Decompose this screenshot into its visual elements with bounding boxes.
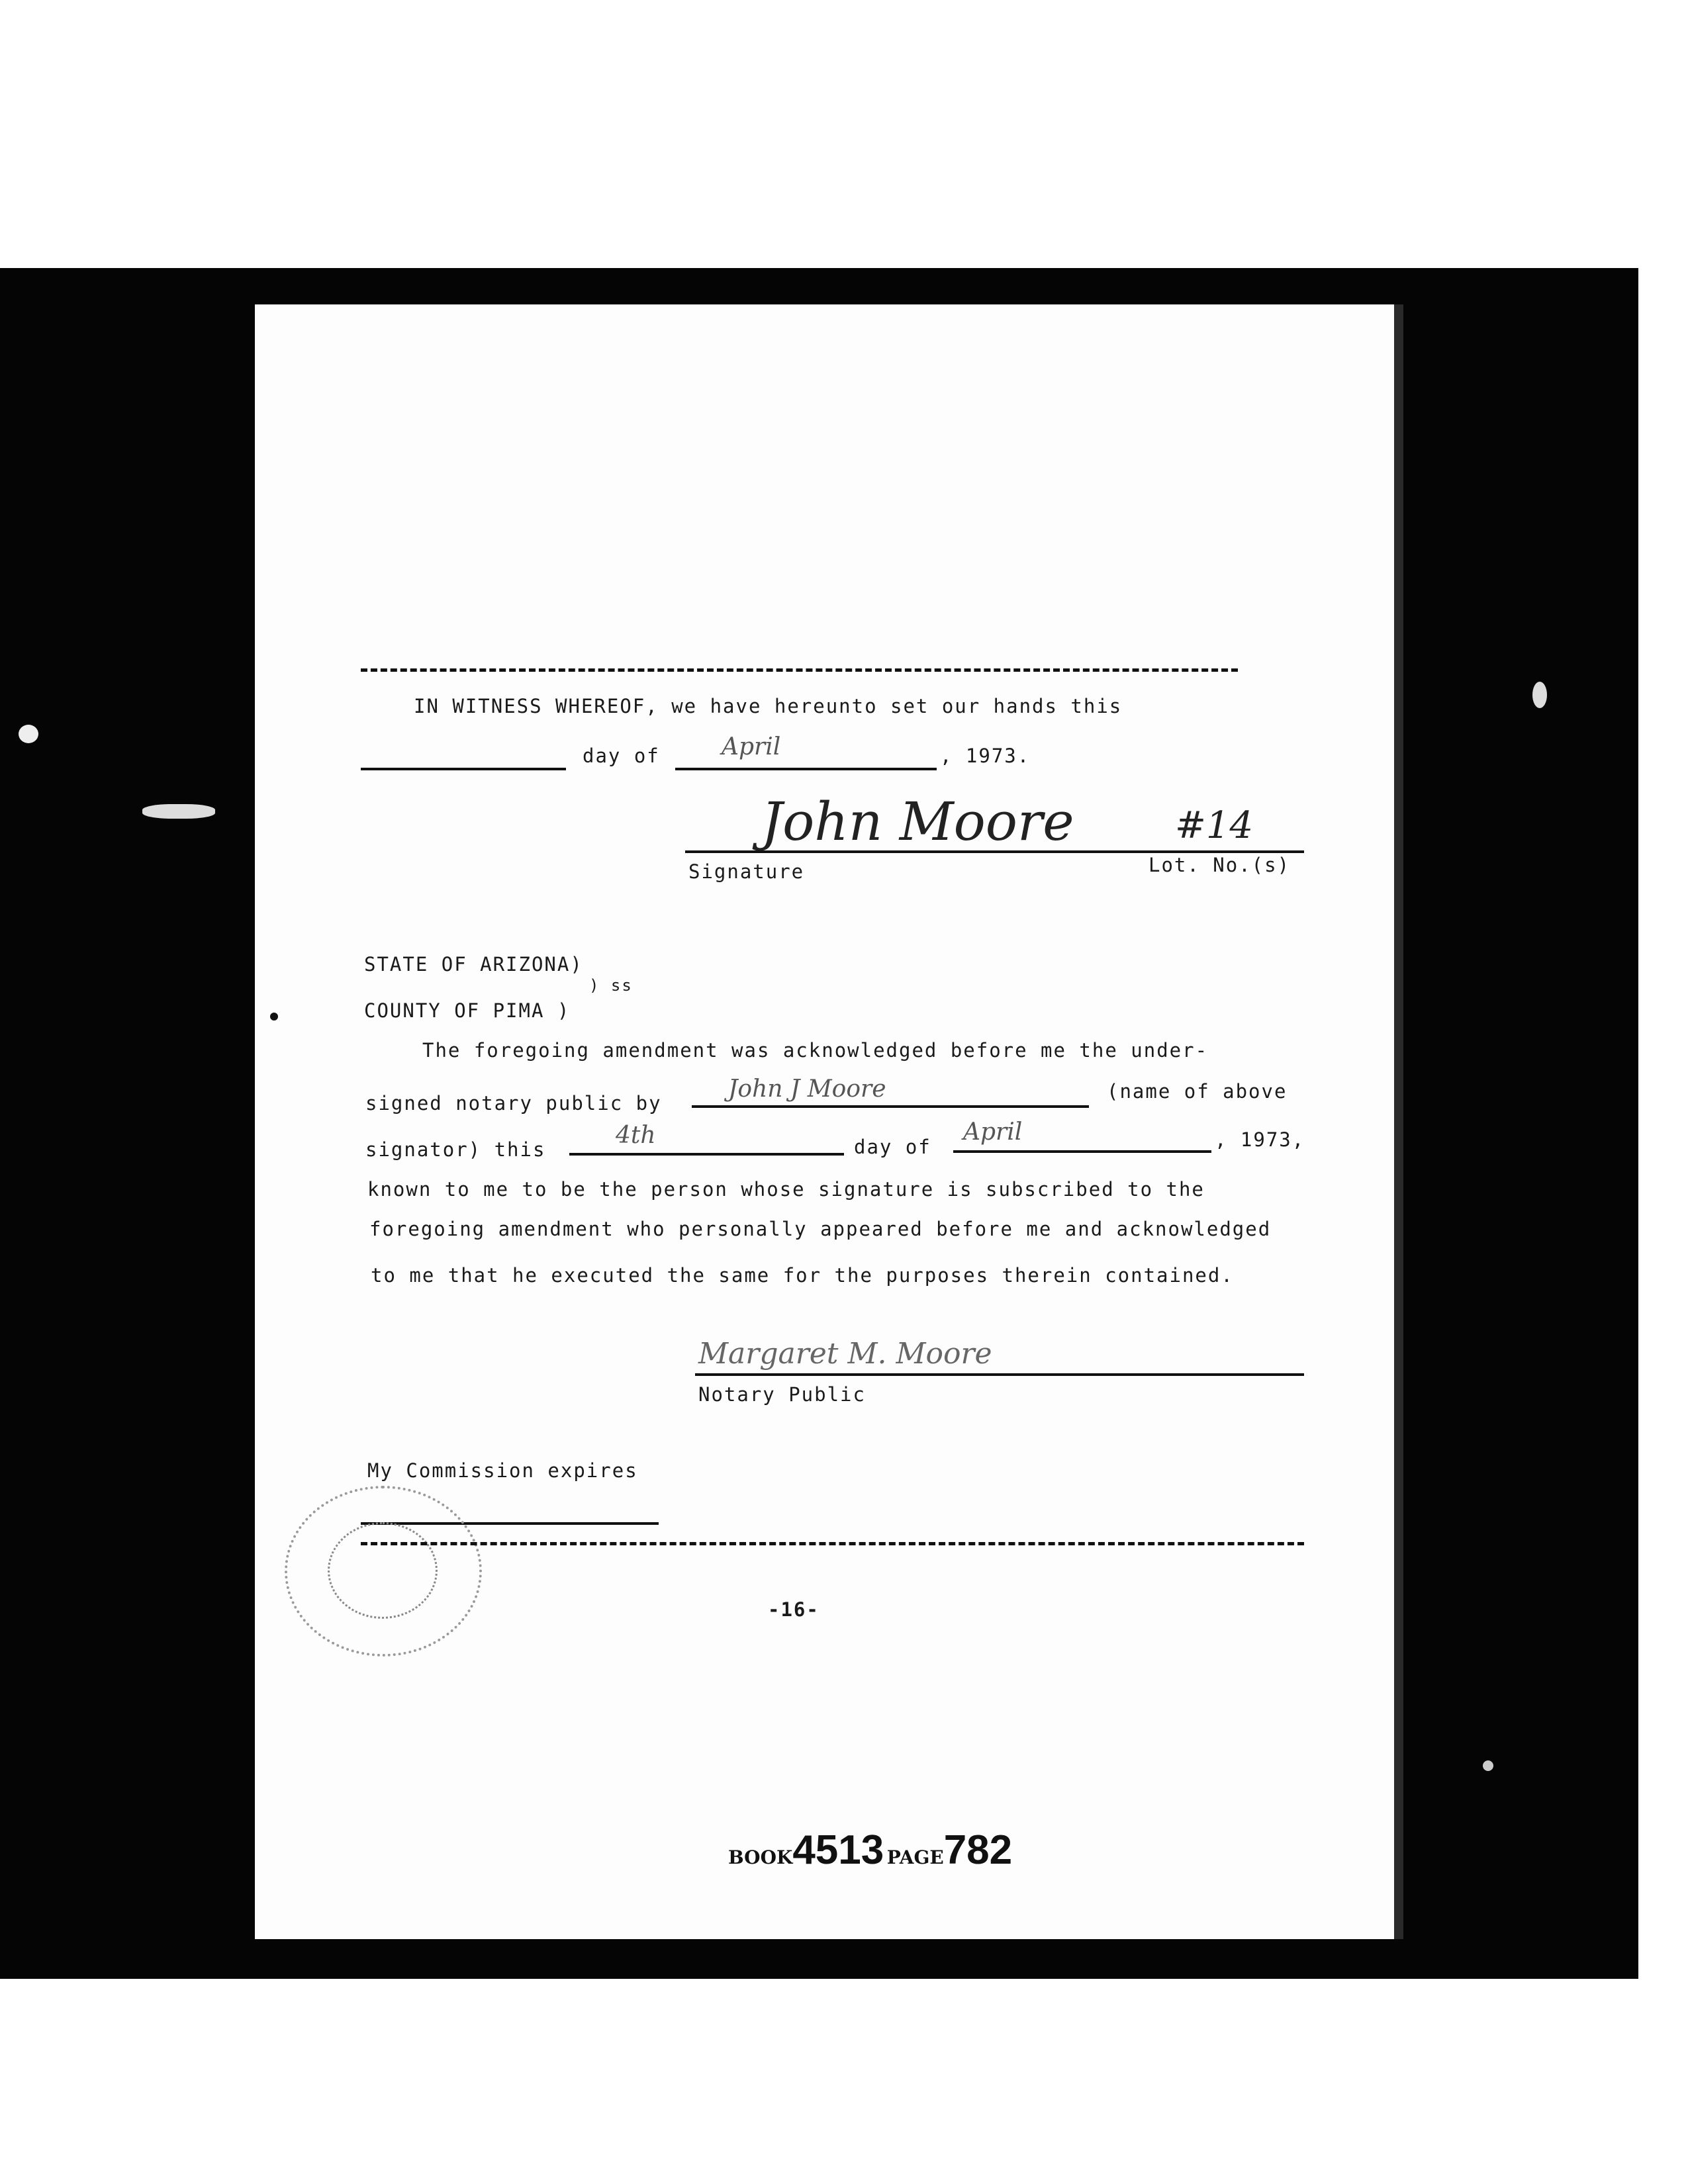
ack-line-3-start: signator) this: [365, 1138, 546, 1161]
ack-line-2-start: signed notary public by: [365, 1092, 662, 1115]
book-page-stamp: [728, 1827, 1012, 1874]
ack-month-line: [953, 1150, 1211, 1153]
scan-speck: [1483, 1760, 1493, 1771]
ack-line-5: foregoing amendment who personally appeared before me and acknowledged: [369, 1218, 1272, 1240]
book-number: 4513: [792, 1827, 884, 1873]
page-label: PAGE: [886, 1846, 944, 1868]
scan-speck: [19, 725, 38, 743]
notary-signature: Margaret M. Moore: [698, 1337, 992, 1371]
ack-month-fill: April: [963, 1118, 1023, 1146]
ack-line-1: The foregoing amendment was acknowledged before me the under-: [422, 1039, 1209, 1062]
page-value: 782: [943, 1827, 1013, 1873]
commission-expires: My Commission expires: [367, 1459, 638, 1482]
ack-line-3-mid: day of: [854, 1136, 931, 1158]
ack-line-6: to me that he executed the same for the purposes therein contained.: [371, 1264, 1234, 1287]
ack-line-2-end: (name of above: [1107, 1080, 1288, 1103]
witness-day-label: day of: [583, 745, 660, 767]
venue-state: STATE OF ARIZONA): [364, 953, 583, 976]
venue-county: COUNTY OF PIMA ): [364, 999, 571, 1022]
ack-name-fill: John J Moore: [728, 1075, 886, 1103]
witness-month-fill: April: [722, 733, 781, 760]
signature-label: Signature: [688, 860, 805, 883]
book-label: BOOK: [728, 1846, 793, 1868]
witness-month-line: [675, 768, 937, 770]
witness-day-line: [361, 768, 566, 770]
notary-signature-line: [695, 1373, 1304, 1376]
ack-day-fill: 4th: [616, 1122, 656, 1149]
notary-seal-inner: [328, 1522, 438, 1619]
witness-clause: IN WITNESS WHEREOF, we have hereunto set our hands this: [414, 695, 1123, 717]
owner-signature: John Moore: [761, 791, 1074, 852]
bottom-separator: [361, 1542, 1304, 1545]
lot-number-fill: #14: [1175, 804, 1254, 847]
scan-speck: [270, 1013, 278, 1021]
venue-ss: ) ss: [589, 976, 633, 995]
notary-label: Notary Public: [698, 1383, 866, 1406]
ack-day-line: [569, 1153, 844, 1156]
ack-name-line: [692, 1105, 1089, 1108]
signature-line: [685, 850, 1304, 853]
top-separator: [361, 668, 1238, 672]
ack-line-4: known to me to be the person whose signature is subscribed to the: [367, 1178, 1205, 1201]
scan-speck: [142, 804, 215, 819]
scan-speck: [1532, 682, 1547, 708]
document-page: [255, 304, 1403, 1939]
lot-number-label: Lot. No.(s): [1149, 854, 1291, 876]
page-number: -16-: [768, 1598, 820, 1621]
witness-year: , 1973.: [940, 745, 1031, 767]
ack-line-3-end: , 1973,: [1215, 1128, 1305, 1151]
